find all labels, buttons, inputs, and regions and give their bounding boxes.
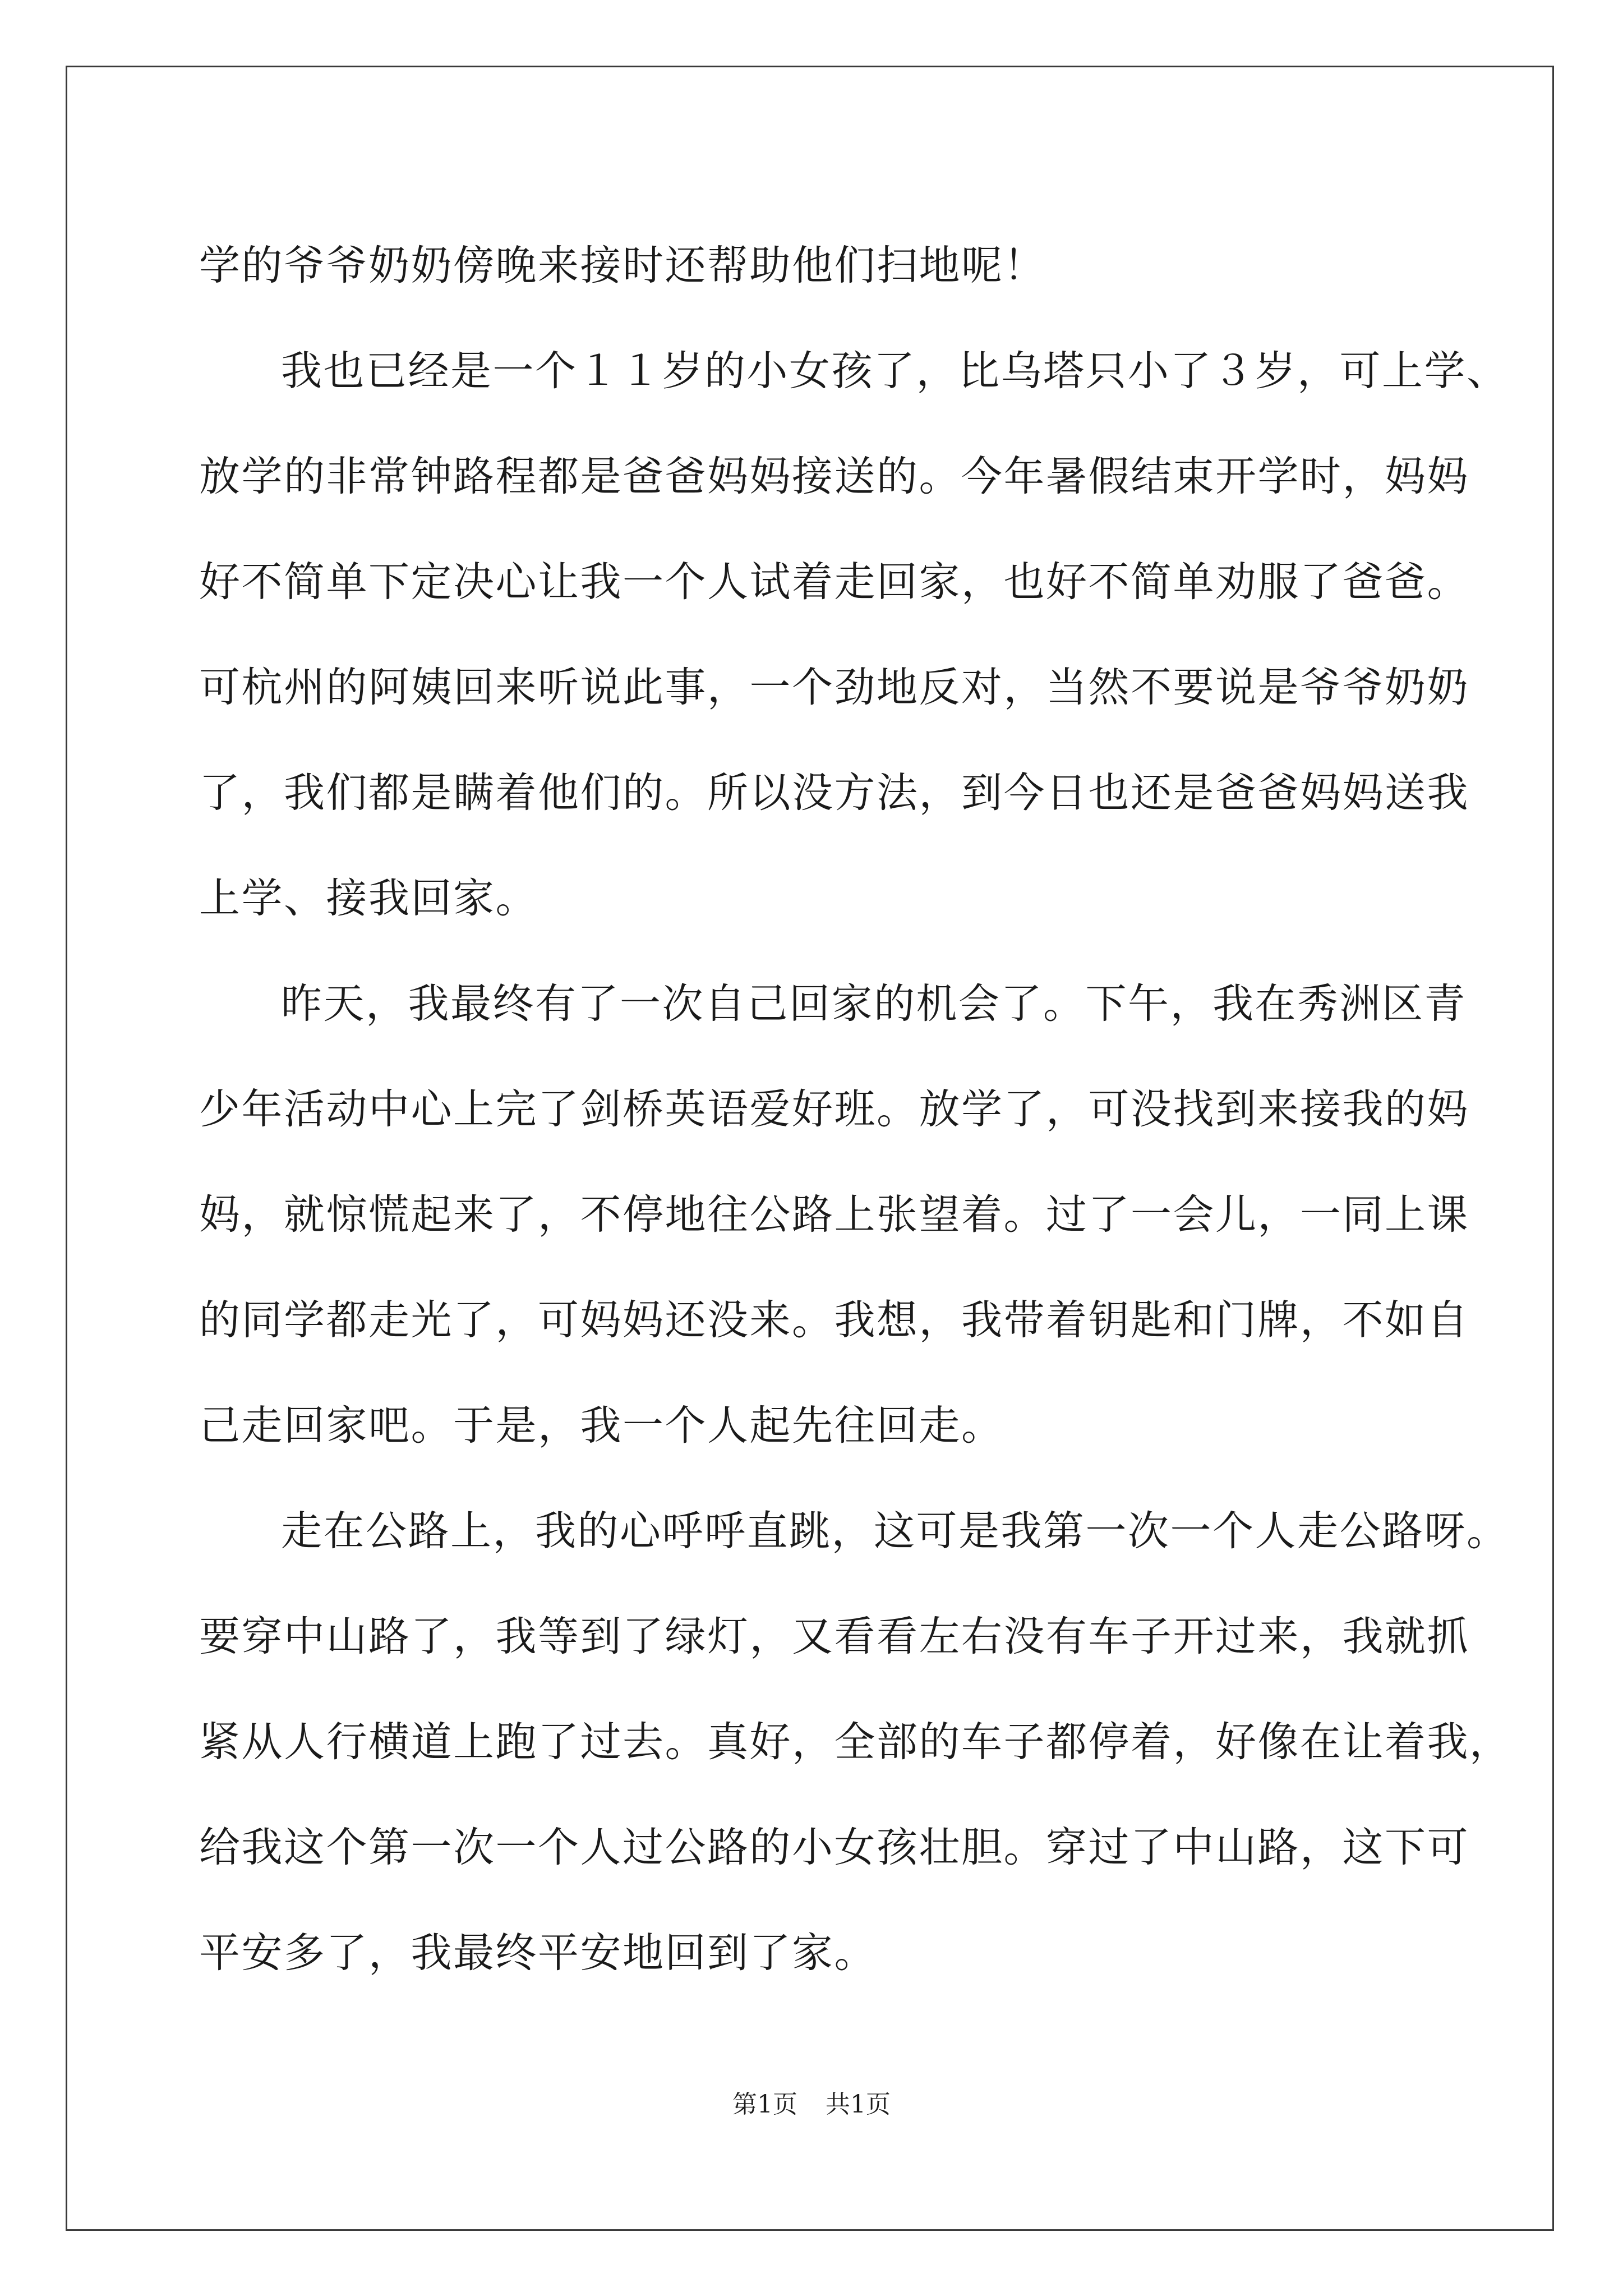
page-footer [0,2084,1623,2120]
text-line: 走在公路上，我的心呼呼直跳，这可是我第一次一个人走公路呀。 [281,1507,1509,1555]
text-line: 好不简单下定决心让我一个人试着走回家，也好不简单劝服了爸爸。 [199,558,1469,606]
text-line: 昨天，我最终有了一次自己回家的机会了。下午，我在秀洲区青 [281,980,1467,1028]
text-line: 我也已经是一个１１岁的小女孩了，比乌塔只小了３岁，可上学、 [281,347,1509,395]
text-line: 平安多了，我最终平安地回到了家。 [199,1929,877,1977]
text-line: 己走回家吧。于是，我一个人起先往回走。 [199,1402,1004,1450]
text-line: 学的爷爷奶奶傍晚来接时还帮助他们扫地呢！ [199,242,1046,289]
text-line: 少年活动中心上完了剑桥英语爱好班。放学了，可没找到来接我的妈 [199,1085,1469,1133]
text-line: 可杭州的阿姨回来听说此事，一个劲地反对，当然不要说是爷爷奶奶 [199,664,1469,711]
page-number: 第1页 [732,2090,797,2119]
text-line: 要穿中山路了，我等到了绿灯，又看看左右没有车子开过来，我就抓 [199,1613,1469,1660]
text-line: 了，我们都是瞒着他们的。所以没方法，到今日也还是爸爸妈妈送我 [199,769,1469,817]
document-body [199,213,1512,2006]
text-line: 给我这个第一次一个人过公路的小女孩壮胆。穿过了中山路，这下可 [199,1824,1469,1871]
text-line: 妈，就惊慌起来了，不停地往公路上张望着。过了一会儿，一同上课 [199,1191,1469,1239]
text-line: 上学、接我回家。 [199,875,538,922]
text-line: 放学的非常钟路程都是爸爸妈妈接送的。今年暑假结束开学时，妈妈 [199,453,1469,500]
text-line: 紧从人行横道上跑了过去。真好，全部的车子都停着，好像在让着我， [199,1718,1512,1766]
page-total: 共1页 [826,2090,891,2119]
text-line: 的同学都走光了，可妈妈还没来。我想，我带着钥匙和门牌，不如自 [199,1296,1469,1344]
